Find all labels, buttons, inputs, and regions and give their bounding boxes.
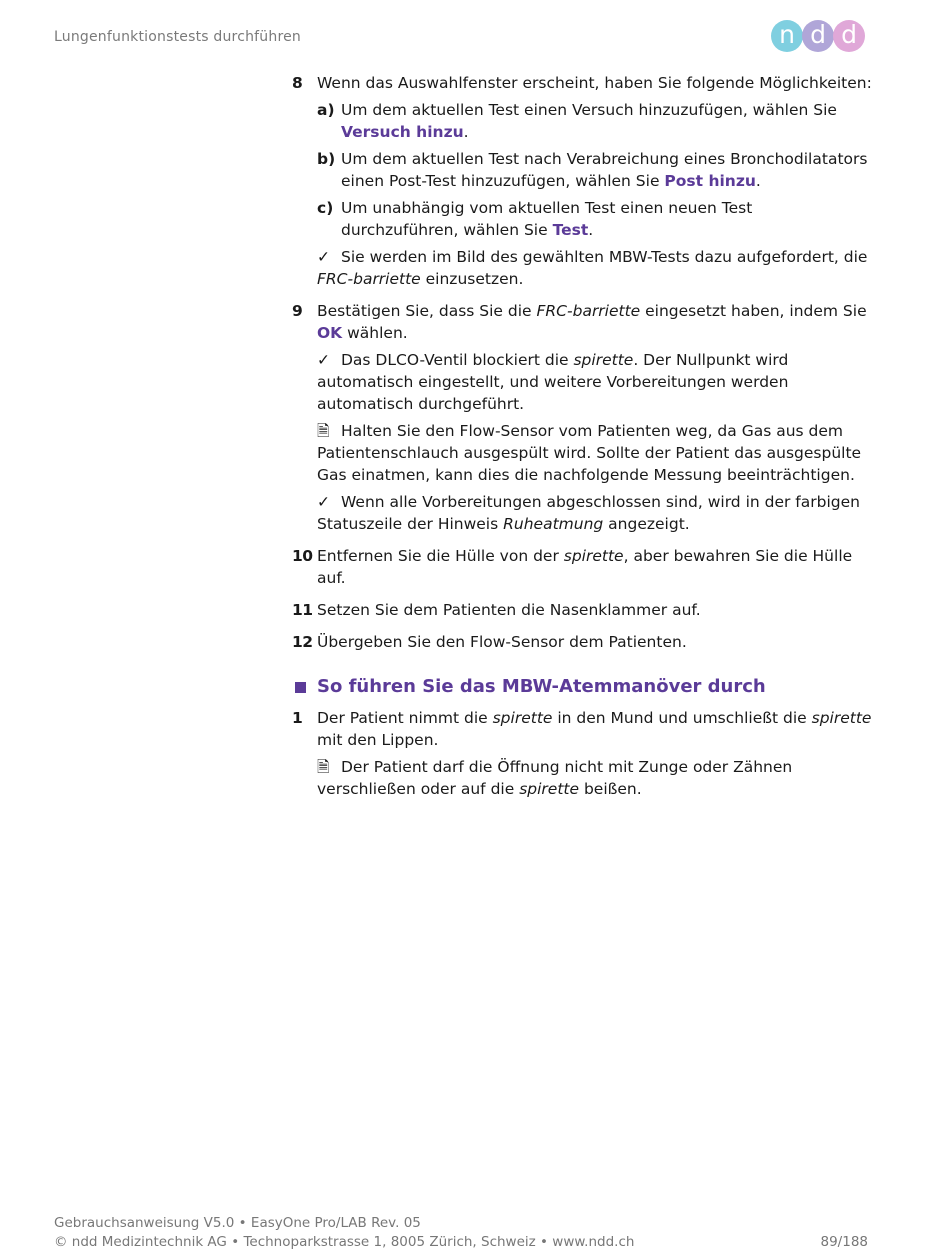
ndd-logo — [771, 20, 865, 54]
section-heading — [292, 675, 872, 699]
running-header: Lungenfunktionstests durchführen — [54, 29, 301, 45]
text: , aber bewahren Sie die Hülle auf. — [317, 547, 853, 587]
checkmark-icon: ✓ — [317, 351, 330, 369]
option-label: b) — [317, 150, 336, 168]
step-number: 8 — [292, 74, 303, 92]
term-spirette: spirette — [811, 709, 872, 727]
note-text: Halten Sie den Flow-Sensor vom Patienten weg, da Gas aus dem Patientenschlauch ausgespült wird. Sollte der Patient das ausgespülte Gas einatmen, kann dies die nachfolgende Messung beeinträchtigen. — [317, 422, 862, 484]
step-text — [317, 545, 872, 589]
text: Entfernen Sie die Hülle von der — [317, 547, 564, 565]
logo-letter-d2: d — [833, 20, 865, 52]
step-text: Setzen Sie dem Patienten die Nasenklammer auf. — [317, 601, 701, 619]
result-text: . Der Nullpunkt wird automatisch eingestellt, und weitere Vorbereitungen werden automatisch durchgeführt. — [317, 351, 789, 413]
step-11 — [292, 599, 872, 621]
section-heading-text: So führen Sie das MBW-Atemmanöver durch — [317, 676, 766, 697]
term-spirette: spirette — [563, 547, 624, 565]
term-spirette: spirette — [573, 351, 634, 369]
step-text — [317, 300, 872, 344]
text: Der Patient nimmt die — [317, 709, 493, 727]
step-8 — [292, 72, 872, 290]
result-line — [317, 349, 872, 415]
result-text: Wenn alle Vorbereitungen abgeschlossen sind, wird in der farbigen Statuszeile der Hinweis — [317, 493, 860, 533]
result-text: Das DLCO-Ventil blockiert die — [341, 351, 574, 369]
step-12 — [292, 631, 872, 653]
text: wählen. — [342, 324, 408, 342]
note-text: Der Patient darf die Öffnung nicht mit Zunge oder Zähnen verschließen oder auf die — [317, 758, 793, 798]
ui-keyword-test: Test — [552, 221, 589, 239]
step-number: 9 — [292, 302, 303, 320]
result-text: angezeigt. — [603, 515, 690, 533]
result-text: einzusetzen. — [420, 270, 524, 288]
text: eingesetzt haben, indem Sie — [640, 302, 867, 320]
page-footer — [54, 1214, 868, 1252]
term-spirette: spirette — [492, 709, 553, 727]
ui-keyword-versuch-hinzu: Versuch hinzu — [341, 123, 464, 141]
option-b — [317, 148, 872, 192]
option-label: a) — [317, 101, 335, 119]
step-number: 12 — [292, 633, 313, 651]
result-line — [317, 491, 872, 535]
logo-letter-n: n — [771, 20, 803, 52]
option-text: Um unabhängig vom aktuellen Test einen neuen Test durchzuführen, wählen Sie — [341, 199, 753, 239]
step-text: Übergeben Sie den Flow-Sensor dem Patienten. — [317, 633, 687, 651]
option-text: Um dem aktuellen Test nach Verabreichung eines Bronchodilatators einen Post-Test hinzuzufügen, wählen Sie — [341, 150, 868, 190]
punctuation: . — [755, 172, 761, 190]
step-text: Wenn das Auswahlfenster erscheint, haben Sie folgende Möglichkeiten: — [317, 74, 872, 92]
step-10 — [292, 545, 872, 589]
term-ruheatmung: Ruheatmung — [503, 515, 604, 533]
checkmark-icon: ✓ — [317, 493, 330, 511]
step-number: 10 — [292, 547, 313, 565]
option-c — [317, 197, 872, 241]
text: in den Mund und umschließt die — [552, 709, 812, 727]
result-line — [317, 246, 872, 290]
option-text: Um dem aktuellen Test einen Versuch hinzuzufügen, wählen Sie — [341, 101, 837, 119]
footer-line-2: © ndd Medizintechnik AG • Technoparkstrasse 1, 8005 Zürich, Schweiz • www.ndd.ch — [54, 1234, 635, 1250]
term-frc-barriette: FRC-barriette — [317, 270, 421, 288]
main-content — [292, 72, 872, 810]
logo-letter-d1: d — [802, 20, 834, 52]
checkmark-icon: ✓ — [317, 248, 330, 266]
ui-keyword-ok: OK — [317, 324, 343, 342]
step-9 — [292, 300, 872, 535]
section-step-1 — [292, 707, 872, 800]
note-text: beißen. — [579, 780, 642, 798]
step-text — [317, 707, 872, 751]
punctuation: . — [588, 221, 594, 239]
page-number: 89/188 — [820, 1234, 868, 1250]
ui-keyword-post-hinzu: Post hinzu — [664, 172, 756, 190]
result-text: Sie werden im Bild des gewählten MBW-Tests dazu aufgefordert, die — [341, 248, 868, 266]
text: mit den Lippen. — [317, 731, 439, 749]
note-icon: 🗎 — [317, 758, 330, 776]
term-frc-barriette: FRC-barriette — [536, 302, 641, 320]
option-a — [317, 99, 872, 143]
option-label: c) — [317, 199, 334, 217]
note-icon: 🗎 — [317, 422, 330, 440]
footer-line-1: Gebrauchsanweisung V5.0 • EasyOne Pro/LAB Rev. 05 — [54, 1215, 421, 1231]
text: Bestätigen Sie, dass Sie die — [317, 302, 537, 320]
note-line — [317, 420, 872, 486]
square-bullet-icon — [295, 682, 306, 693]
punctuation: . — [463, 123, 469, 141]
step-number: 1 — [292, 709, 303, 727]
note-line — [317, 756, 872, 800]
term-spirette: spirette — [519, 780, 580, 798]
step-number: 11 — [292, 601, 313, 619]
